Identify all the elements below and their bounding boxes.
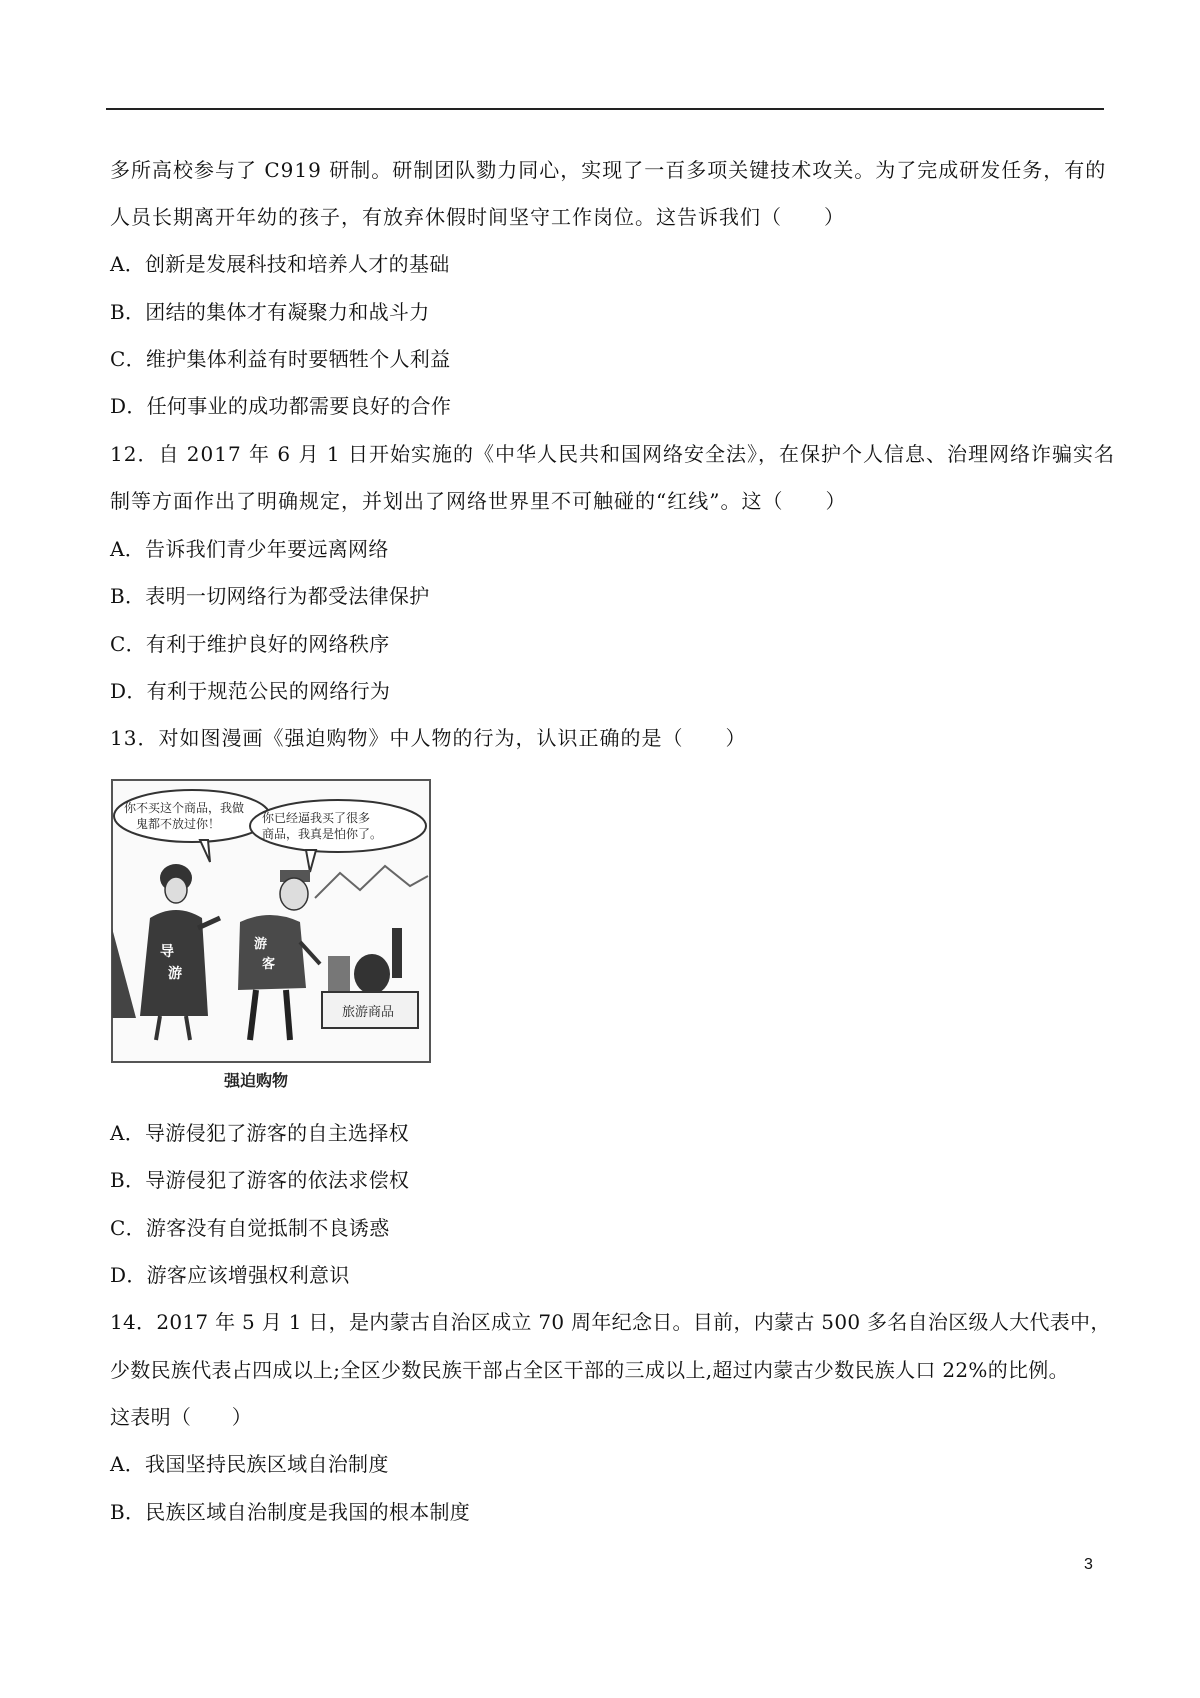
guide-label-1: 导 bbox=[160, 944, 174, 960]
souvenir-tall-item bbox=[392, 928, 402, 978]
bubble-right-line-2: 商品，我真是怕你了。 bbox=[262, 827, 383, 841]
q13-option-b: B．导游侵犯了游客的依法求偿权 bbox=[110, 1168, 410, 1192]
q11-stem-line-1: 多所高校参与了 C919 研制。研制团队勠力同心，实现了一百多项关键技术攻关。为了完成研发任务，有的 bbox=[110, 158, 1107, 182]
q12-stem-line-1: 12．自 2017 年 6 月 1 日开始实施的《中华人民共和国网络安全法》，在保护个人信息、治理网络诈骗实名 bbox=[110, 442, 1115, 466]
speech-bubble-left bbox=[114, 790, 270, 842]
q14-option-a: A．我国坚持民族区域自治制度 bbox=[110, 1452, 389, 1476]
bubble-left-line-1: 你不买这个商品，我做 bbox=[124, 801, 245, 815]
tourist-leg-right bbox=[286, 990, 290, 1040]
souvenir-pot bbox=[354, 954, 390, 994]
tourist-label-2: 客 bbox=[262, 957, 276, 972]
cartoon-forced-shopping bbox=[110, 778, 432, 1100]
cartoon-caption: 强迫购物 bbox=[224, 1071, 289, 1090]
souvenir-pagoda bbox=[328, 956, 350, 992]
bubble-left-line-2: 鬼都不放过你！ bbox=[136, 817, 221, 831]
q11-option-c: C．维护集体利益有时要牺牲个人利益 bbox=[110, 347, 451, 371]
shop-sign: 旅游商品 bbox=[342, 1005, 395, 1020]
guide-label-2: 游 bbox=[168, 966, 182, 982]
q12-stem-line-2: 制等方面作出了明确规定，并划出了网络世界里不可触碰的“红线”。这（ ） bbox=[110, 489, 847, 513]
q11-option-a: A．创新是发展科技和培养人才的基础 bbox=[110, 252, 450, 276]
tourist-backpack bbox=[238, 915, 306, 990]
q13-option-c: C．游客没有自觉抵制不良诱惑 bbox=[110, 1216, 390, 1240]
q11-option-b: B．团结的集体才有凝聚力和战斗力 bbox=[110, 300, 430, 324]
q12-option-d: D．有利于规范公民的网络行为 bbox=[110, 679, 391, 703]
header-rule bbox=[106, 108, 1104, 110]
q14-option-b: B．民族区域自治制度是我国的根本制度 bbox=[110, 1500, 471, 1524]
q12-option-b: B．表明一切网络行为都受法律保护 bbox=[110, 584, 430, 608]
q13-stem: 13．对如图漫画《强迫购物》中人物的行为，认识正确的是（ ） bbox=[110, 726, 747, 750]
q11-option-d: D．任何事业的成功都需要良好的合作 bbox=[110, 394, 452, 418]
bubble-right-line-1: 你已经逼我买了很多 bbox=[262, 811, 371, 825]
speech-bubble-right bbox=[250, 800, 426, 852]
q12-option-c: C．有利于维护良好的网络秩序 bbox=[110, 632, 390, 656]
tourist-label-1: 游 bbox=[254, 937, 268, 952]
guide-face bbox=[165, 877, 187, 903]
q14-stem-line-2: 少数民族代表占四成以上;全区少数民族干部占全区干部的三成以上,超过内蒙古少数民族人口 22%的比例。 bbox=[110, 1358, 1069, 1382]
q11-stem-line-2: 人员长期离开年幼的孩子，有放弃休假时间坚守工作岗位。这告诉我们（ ） bbox=[110, 205, 845, 229]
q12-option-a: A．告诉我们青少年要远离网络 bbox=[110, 537, 389, 561]
q13-option-d: D．游客应该增强权利意识 bbox=[110, 1263, 350, 1287]
page-number: 3 bbox=[1084, 1556, 1093, 1573]
q13-option-a: A．导游侵犯了游客的自主选择权 bbox=[110, 1121, 409, 1145]
tourist-face bbox=[280, 878, 308, 910]
q14-stem-line-3: 这表明（ ） bbox=[110, 1405, 253, 1429]
q14-stem-line-1: 14．2017 年 5 月 1 日，是内蒙古自治区成立 70 周年纪念日。目前，内蒙古 500 多名自治区级人大代表中， bbox=[110, 1310, 1111, 1334]
